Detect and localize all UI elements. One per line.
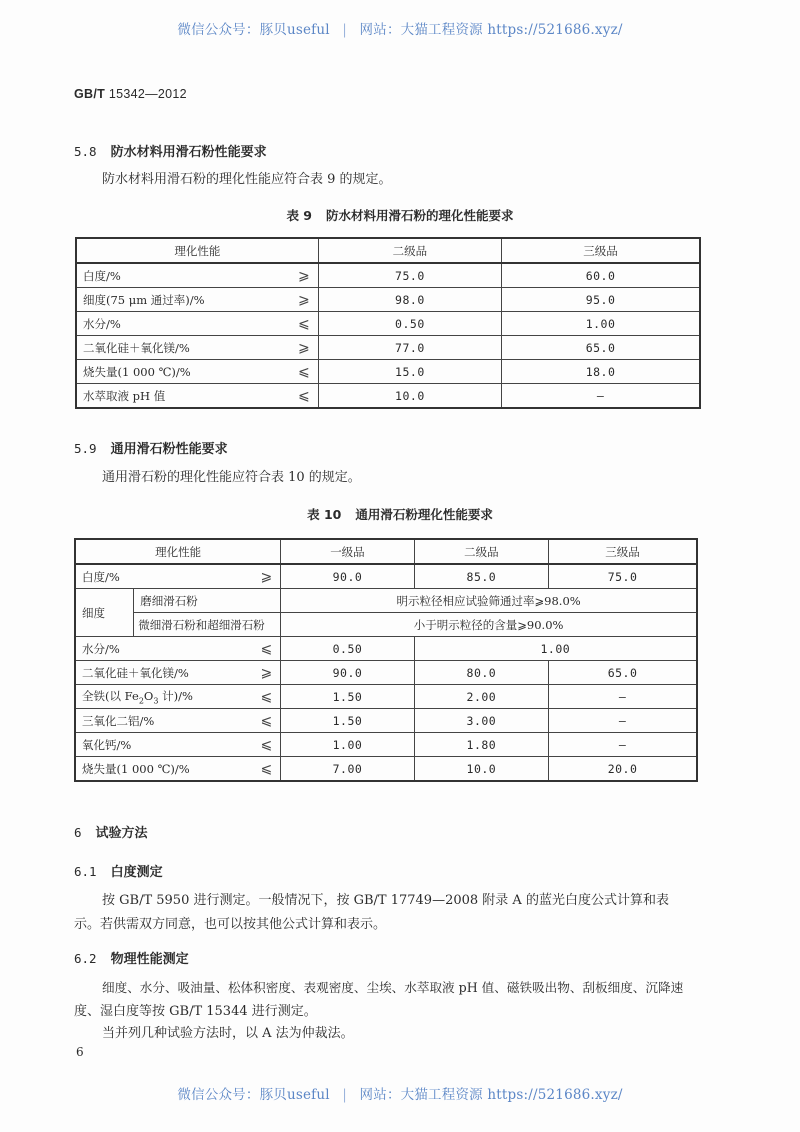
property-label: 细度(75 μm 通过率)/% <box>83 292 205 307</box>
fineness-micro-value: 小于明示粒径的含量⩾90.0% <box>281 613 697 637</box>
table9 <box>75 237 701 409</box>
operator-symbol: ⩾ <box>297 291 310 308</box>
grade2-value: 75.0 <box>318 263 501 288</box>
table-row-whiteness <box>75 564 697 589</box>
table-row-fineness-micro <box>75 613 697 637</box>
grade3-value: — <box>549 733 697 757</box>
grade3-value: — <box>502 384 700 409</box>
property-label: 二氧化硅＋氧化镁/% <box>82 665 189 680</box>
section-number: 6.1 <box>74 864 97 879</box>
section-title: 防水材料用滑石粉性能要求 <box>110 145 267 160</box>
property-label: 二氧化硅＋氧化镁/% <box>83 340 190 355</box>
section-text-6-1-line1: 按 GB/T 5950 进行测定。一般情况下，按 GB/T 17749—2008 附录 A 的蓝光白度公式计算和表 <box>102 893 669 908</box>
property-label: 全铁(以 $Fe_2O_3$ 计)/% <box>82 688 193 706</box>
fineness-sub-micro: 微细滑石粉和超细滑石粉 <box>134 613 281 637</box>
section-heading-5-8 <box>74 141 267 160</box>
standard-number: 15342—2012 <box>108 87 187 101</box>
grade2-value: 2.00 <box>414 685 548 709</box>
table-row <box>76 312 700 336</box>
grade3-value: 65.0 <box>502 336 700 360</box>
section-text-6-2-line1: 细度、水分、吸油量、松体积密度、表观密度、尘埃、水萃取液 pH 值、磁铁吸出物、刮板细度、沉降速 <box>102 980 684 995</box>
section-number: 6 <box>74 825 82 840</box>
grade1-value: 1.50 <box>281 685 414 709</box>
grade2-value: 85.0 <box>414 564 548 589</box>
table-row <box>75 733 697 757</box>
grade3-value: 60.0 <box>502 263 700 288</box>
grade2-value: 1.80 <box>414 733 548 757</box>
header-grade3: 三级品 <box>502 238 700 263</box>
fineness-sub-ground: 磨细滑石粉 <box>134 589 281 613</box>
table-row-moisture <box>75 637 697 661</box>
section-text-6-2-line3: 当并列几种试验方法时，以 A 法为仲裁法。 <box>102 1026 354 1041</box>
header-grade2: 二级品 <box>414 539 548 564</box>
property-label: 水分/% <box>83 316 121 331</box>
grade2-value: 77.0 <box>318 336 501 360</box>
grade3-value: 75.0 <box>549 564 697 589</box>
fineness-label: 细度 <box>75 589 134 637</box>
caption-title: 通用滑石粉理化性能要求 <box>355 507 493 522</box>
grade1-value: 0.50 <box>281 637 414 661</box>
grade3-value: 1.00 <box>502 312 700 336</box>
caption-title: 防水材料用滑石粉的理化性能要求 <box>326 208 514 223</box>
standard-prefix: GB/T <box>74 87 106 101</box>
property-label: 三氧化二铝/% <box>82 713 155 728</box>
watermark-site: 网站：大猫工程资源 https://521686.xyz/ <box>359 22 623 38</box>
section-number: 5.8 <box>74 144 97 159</box>
section-heading-6-2 <box>74 948 189 967</box>
table10-caption <box>0 505 800 523</box>
property-label: 烧失量(1 000 ℃)/% <box>82 761 190 776</box>
section-title: 试验方法 <box>95 826 148 841</box>
operator-symbol: ⩽ <box>297 363 310 380</box>
operator-symbol: ⩽ <box>260 640 273 657</box>
grade1-value: 1.00 <box>281 733 414 757</box>
table-row <box>76 384 700 409</box>
table-header-row <box>75 539 697 564</box>
grade3-value: — <box>549 685 697 709</box>
section-title: 白度测定 <box>110 865 163 880</box>
property-label: 氧化钙/% <box>82 737 132 752</box>
table-row <box>76 336 700 360</box>
grade1-value: 7.00 <box>281 757 414 782</box>
table-row <box>76 288 700 312</box>
section-title: 通用滑石粉性能要求 <box>110 442 228 457</box>
table-row <box>75 709 697 733</box>
grade2-value: 0.50 <box>318 312 501 336</box>
table-row <box>75 685 697 709</box>
grade2-value: 3.00 <box>414 709 548 733</box>
section-heading-5-9 <box>74 438 228 457</box>
watermark-separator: | <box>342 22 348 38</box>
header-grade3: 三级品 <box>549 539 697 564</box>
grade2-value: 80.0 <box>414 661 548 685</box>
operator-symbol: ⩽ <box>260 736 273 753</box>
header-property: 理化性能 <box>76 238 318 263</box>
table-row-fineness-ground <box>75 589 697 613</box>
grade1-value: 90.0 <box>281 564 414 589</box>
caption-number: 表 9 <box>286 208 313 223</box>
watermark-bottom <box>0 1083 800 1103</box>
section-text-5-8: 防水材料用滑石粉的理化性能应符合表 9 的规定。 <box>102 172 392 187</box>
property-label: 白度/% <box>82 569 120 584</box>
table-header-row <box>76 238 700 263</box>
header-property: 理化性能 <box>75 539 281 564</box>
watermark-wechat: 微信公众号：豚贝useful <box>177 1087 330 1103</box>
property-label: 白度/% <box>83 268 121 283</box>
operator-symbol: ⩽ <box>260 760 273 777</box>
property-label: 水萃取液 pH 值 <box>83 388 166 403</box>
property-label: 烧失量(1 000 ℃)/% <box>83 364 191 379</box>
operator-symbol: ⩽ <box>297 387 310 404</box>
fineness-ground-value: 明示粒径相应试验筛通过率⩾98.0% <box>281 589 697 613</box>
operator-symbol: ⩽ <box>297 315 310 332</box>
watermark-site: 网站：大猫工程资源 https://521686.xyz/ <box>359 1087 623 1103</box>
section-number: 6.2 <box>74 951 97 966</box>
operator-symbol: ⩽ <box>260 688 273 705</box>
grade3-value: 65.0 <box>549 661 697 685</box>
grade23-value: 1.00 <box>414 637 697 661</box>
grade2-value: 98.0 <box>318 288 501 312</box>
operator-symbol: ⩾ <box>297 267 310 284</box>
grade1-value: 90.0 <box>281 661 414 685</box>
section-heading-6 <box>74 822 148 841</box>
standard-code <box>74 87 187 101</box>
grade2-value: 10.0 <box>318 384 501 409</box>
table-row <box>75 757 697 782</box>
section-title: 物理性能测定 <box>110 952 189 967</box>
caption-number: 表 10 <box>307 507 342 522</box>
table9-caption <box>0 206 800 224</box>
grade3-value: — <box>549 709 697 733</box>
section-number: 5.9 <box>74 441 97 456</box>
page-number: 6 <box>76 1045 84 1059</box>
operator-symbol: ⩾ <box>260 568 273 585</box>
grade3-value: 95.0 <box>502 288 700 312</box>
property-label: 水分/% <box>82 641 120 656</box>
operator-symbol: ⩽ <box>260 712 273 729</box>
section-heading-6-1 <box>74 861 163 880</box>
watermark-top <box>0 18 800 38</box>
header-grade1: 一级品 <box>281 539 414 564</box>
grade1-value: 1.50 <box>281 709 414 733</box>
operator-symbol: ⩾ <box>297 339 310 356</box>
table-row <box>75 661 697 685</box>
watermark-wechat: 微信公众号：豚贝useful <box>177 22 330 38</box>
table10 <box>74 538 698 782</box>
operator-symbol: ⩾ <box>260 664 273 681</box>
table-row <box>76 263 700 288</box>
section-text-6-2-line2: 度、湿白度等按 GB/T 15344 进行测定。 <box>74 1004 317 1019</box>
section-text-5-9: 通用滑石粉的理化性能应符合表 10 的规定。 <box>102 470 361 485</box>
table-row <box>76 360 700 384</box>
grade2-value: 10.0 <box>414 757 548 782</box>
header-grade2: 二级品 <box>318 238 501 263</box>
section-text-6-1-line2: 示。若供需双方同意，也可以按其他公式计算和表示。 <box>74 917 387 932</box>
watermark-separator: | <box>342 1087 348 1103</box>
grade2-value: 15.0 <box>318 360 501 384</box>
grade3-value: 20.0 <box>549 757 697 782</box>
grade3-value: 18.0 <box>502 360 700 384</box>
